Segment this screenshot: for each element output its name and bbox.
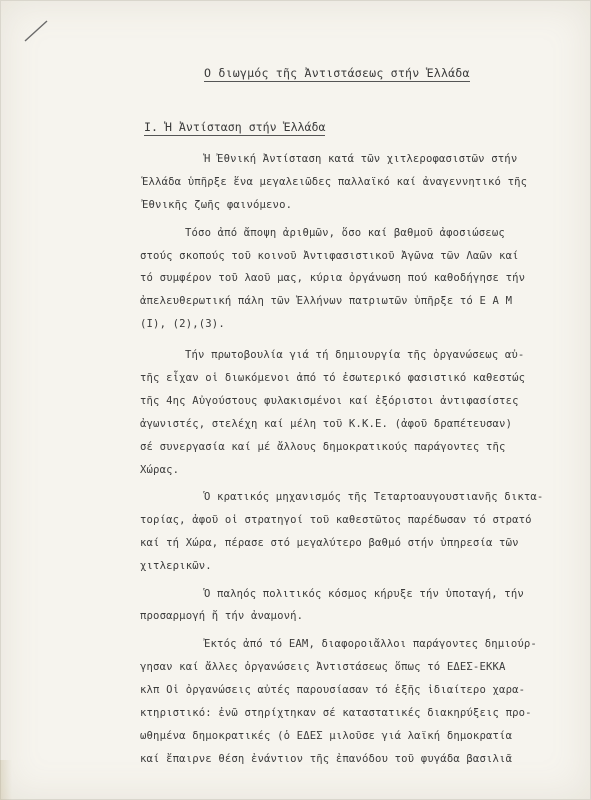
text-line-1: Ἡ Ἐθνική Ἀντίσταση κατά τῶν χιτλεροφασιστῶν στήν [204, 153, 518, 165]
text-line-5: στούς σκοπούς τοῦ κοινοῦ Ἀντιφασιστικοῦ Ἀγῶνα τῶν Λαῶν καί [140, 250, 519, 262]
text-line-10: τῆς εἶχαν οἱ διωκόμενοι ἀπό τό ἐσωτερικό φασιστικό καθεστώς [140, 372, 526, 384]
text-line-21: Ἐκτός ἀπό τό ΕΑΜ, διαφοροιἄλλοι παράγοντες δημιούρ- [204, 638, 537, 650]
text-line-7: ἀπελευθερωτική πάλη τῶν Ἑλλήνων πατριωτῶν ὑπῆρξε τό Ε Α Μ [140, 295, 513, 307]
text-line-15: Ὁ κρατικός μηχανισμός τῆς Τεταρτοαυγουστιανῆς δικτα- [204, 491, 544, 503]
text-line-20: προσαρμογή ἤ τήν ἀναμονή. [140, 610, 304, 622]
text-line-8: (I), (2),(3). [140, 318, 225, 330]
text-line-13: σέ συνεργασία καί μέ ἄλλους δημοκρατικούς παράγοντες τῆς [140, 441, 506, 453]
text-line-23: κλπ Οἱ ὀργανώσεις αὐτές παρουσίασαν τό ἑξῆς ἰδιαίτερο χαρα- [140, 684, 526, 696]
text-line-6: τό συμφέρον τοῦ λαοῦ μας, κύρια ὀργάνωση πού καθοδήγησε τήν [140, 272, 526, 284]
section-heading [144, 120, 325, 136]
text-line-22: γησαν καί ἄλλες ὀργανώσεις Ἀντιστάσεως ὅπως τό ΕΔΕΣ-ΕΚΚΑ [140, 661, 506, 673]
section-heading-text: I. Ἡ Ἀντίσταση στήν Ἑλλάδα [144, 120, 326, 134]
text-line-9: Τήν πρωτοβουλία γιά τή δημιουργία τῆς ὀργανώσεως αὐ- [185, 349, 525, 361]
document-title [204, 66, 504, 82]
pencil-mark-icon [23, 19, 49, 43]
text-line-26: καί ἔπαιρνε θέση ἐνάντιον τῆς ἐπανόδου τοῦ φυγάδα βασιλιᾶ [140, 753, 513, 765]
text-line-17: καί τή Χώρα, πέρασε στό μεγαλύτερο βαθμό στήν ὑπηρεσία τῶν [140, 537, 519, 549]
text-line-4: Τόσο ἀπό ἄποψη ἀριθμῶν, ὅσο καί βαθμοῦ ἀφοσιώσεως [185, 227, 505, 239]
text-line-3: Ἐθνικῆς ζωῆς φαινόμενο. [142, 199, 293, 211]
paper-stain [0, 760, 12, 800]
text-line-14: Χώρας. [140, 464, 180, 476]
text-line-18: χιτλερικῶν. [140, 560, 212, 572]
text-line-12: ἀγωνιστές, στελέχη καί μέλη τοῦ Κ.Κ.Ε. (ἀφοῦ δραπέτευσαν) [140, 418, 513, 430]
document-title-text: Ο διωγμός τῆς Ἀντιστάσεως στήν Ἑλλάδα [204, 66, 470, 80]
text-line-16: τορίας, ἀφοῦ οἱ στρατηγοί τοῦ καθεστῶτος παρέδωσαν τό στρατό [140, 514, 532, 526]
text-line-19: Ὁ παληός πολιτικός κόσμος κήρυξε τήν ὑποταγή, τήν [204, 588, 524, 600]
text-line-2: Ἑλλάδα ὑπῆρξε ἕνα μεγαλειῶδες παλλαϊκό καί ἀναγεννητικό τῆς [142, 176, 528, 188]
text-line-25: ωθημένα δημοκρατικές (ὁ ΕΔΕΣ μιλοῦσε γιά λαϊκή δημοκρατία [140, 730, 513, 742]
text-line-11: τῆς 4ης Αὐγούστους φυλακισμένοι καί ἐξόριστοι ἀντιφασίστες [140, 395, 519, 407]
text-line-24: κτηριστικό: ἐνῶ στηρίχτηκαν σέ καταστατικές διακηρύξεις προ- [140, 707, 532, 719]
